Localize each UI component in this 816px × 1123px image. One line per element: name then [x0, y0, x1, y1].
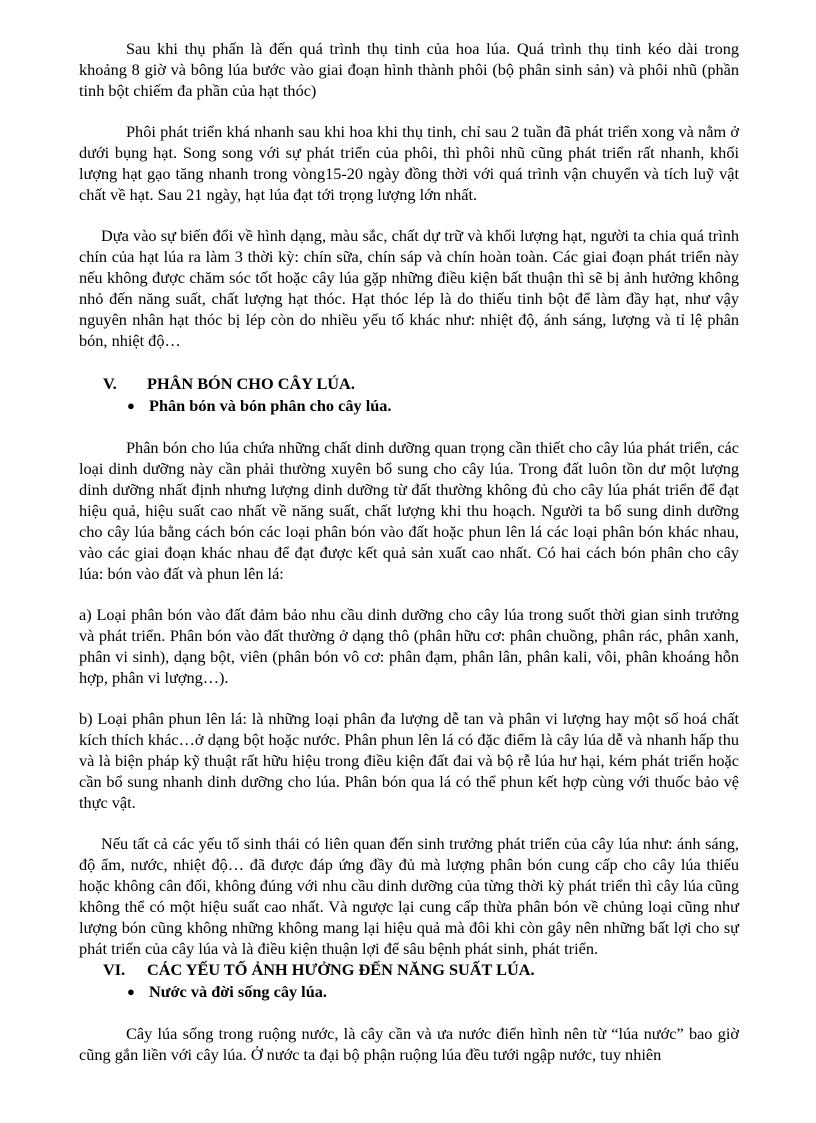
paragraph-ripening: Dựa vào sự biến đổi về hình dạng, màu sắc, chất dự trữ và khối lượng hạt, người ta chia quá trình chín của hạt lúa ra làm 3 thời kỳ: chín sữa, chín sáp và chín hoàn toàn. Các giai đoạn phát triển này nếu không được chăm sóc tốt hoặc cây lúa gặp những điều kiện bất thuận thì sẽ bị ảnh hưởng không nhỏ đến năng suất, chất lượng hạt thóc. Hạt thóc lép là do thiếu tinh bột để làm đầy hạt, như vậy nguyên nhân hạt thóc bị lép còn do nhiều yếu tố khác như: nhiệt độ, ánh sáng, lượng và tỉ lệ phân bón, nhiệt độ…	[79, 226, 739, 350]
paragraph-fertilization: Sau khi thụ phấn là đến quá trình thụ tinh của hoa lúa. Quá trình thụ tinh kéo dài trong khoảng 8 giờ và bông lúa bước vào giai đoạn hình thành phôi (bộ phân sinh sản) và phôi nhũ (phần tinh bột chiếm đa phần của hạt thóc)	[79, 39, 739, 100]
bullet-text: Phân bón và bón phân cho cây lúa.	[149, 396, 392, 415]
bullet-item-vi	[79, 981, 739, 1002]
bullet-icon: ●	[127, 984, 135, 999]
paragraph-foliar-fertilizer: b) Loại phân phun lên lá: là những loại phân đa lượng dễ tan và phân vi lượng hay một số hoá chất kích thích khác…ở dạng bột hoặc nước. Phân phun lên lá có đặc điểm là cây lúa dễ và nhanh hấp thu và là biện pháp kỹ thuật rất hữu hiệu trong điều kiện đất đai và bộ rễ lúa hư hại, kém phát triển hoặc cần bổ sung nhanh dinh dưỡng cho lúa. Phân bón qua lá có thể phun kết hợp cùng với thuốc bảo vệ thực vật.	[79, 709, 739, 812]
section-title: PHÂN BÓN CHO CÂY LÚA.	[147, 374, 355, 393]
section-number: V.	[103, 374, 117, 393]
section-number: VI.	[103, 960, 126, 979]
paragraph-water: Cây lúa sống trong ruộng nước, là cây cần và ưa nước điển hình nên từ “lúa nước” bao giờ cũng gắn liền với cây lúa. Ở nước ta đại bộ phận ruộng lúa đều tưới ngập nước, tuy nhiên	[79, 1024, 739, 1064]
bullet-item-v	[79, 395, 739, 416]
section-heading-vi	[79, 959, 739, 980]
paragraph-embryo: Phôi phát triển khá nhanh sau khi hoa khi thụ tinh, chỉ sau 2 tuần đã phát triển xong và nằm ở dưới bụng hạt. Song song với sự phát triển của phôi, thì phôi nhũ cũng phát triển rất nhanh, khối lượng hạt gạo tăng nhanh trong vòng15-20 ngày đồng thời với quá trình vận chuyển và tích luỹ vật chất về hạt. Sau 21 ngày, hạt lúa đạt tới trọng lượng lớn nhất.	[79, 122, 739, 204]
section-title: CÁC YẾU TỐ ẢNH HƯỞNG ĐẾN NĂNG SUẤT LÚA.	[147, 960, 535, 979]
section-heading-v	[79, 373, 739, 394]
document-page	[79, 38, 739, 1065]
bullet-icon: ●	[127, 398, 135, 413]
paragraph-soil-fertilizer: a) Loại phân bón vào đất đảm bảo nhu cầu dinh dưỡng cho cây lúa trong suốt thời gian sinh trưởng và phát triển. Phân bón vào đất thường ở dạng thô (phân hữu cơ: phân chuồng, phân rác, phân xanh, phân vi sinh), dạng bột, viên (phân bón vô cơ: phân đạm, phân lân, phân kali, vôi, phân khoáng hỗn hợp, phân vi lượng…).	[79, 605, 739, 687]
paragraph-balance: Nếu tất cả các yếu tố sinh thái có liên quan đến sinh trưởng phát triển của cây lúa như: ánh sáng, độ ẩm, nước, nhiệt độ… đã được đáp ứng đầy đủ mà lượng phân bón cung cấp cho cây lúa thiếu hoặc không cân đối, không đúng với nhu cầu dinh dưỡng của từng thời kỳ phát triển thì cây lúa cũng không thể có một hiệu suất cao nhất. Và ngược lại cung cấp thừa phân bón về chủng loại cũng như lượng bón cũng không những không mang lại hiệu quả mà đôi khi còn gây nên những bất lợi cho sự phát triển của cây lúa và là điều kiện thuận lợi để sâu bệnh phát sinh, phát triển.	[79, 834, 739, 958]
bullet-text: Nước và đời sống cây lúa.	[149, 982, 327, 1001]
paragraph-fertilizer-intro: Phân bón cho lúa chứa những chất dinh dưỡng quan trọng cần thiết cho cây lúa phát triển, các loại dinh dưỡng này cần phải thường xuyên bổ sung cho cây lúa. Trong đất luôn tồn dư một lượng dinh dưỡng nhất định nhưng lượng dinh dưỡng từ đất thường không đủ cho cây lúa phát triển để đạt hiệu quả, hiệu suất cao nhất về năng suất, chất lượng khi thu hoạch. Người ta bổ sung dinh dưỡng cho cây lúa bằng cách bón các loại phân bón vào đất hoặc phun lên lá các loại phân bón khác nhau, vào các giai đoạn khác nhau để đạt được kết quả sản xuất cao nhất. Có hai cách bón phân cho cây lúa: bón vào đất và phun lên lá:	[79, 438, 739, 583]
